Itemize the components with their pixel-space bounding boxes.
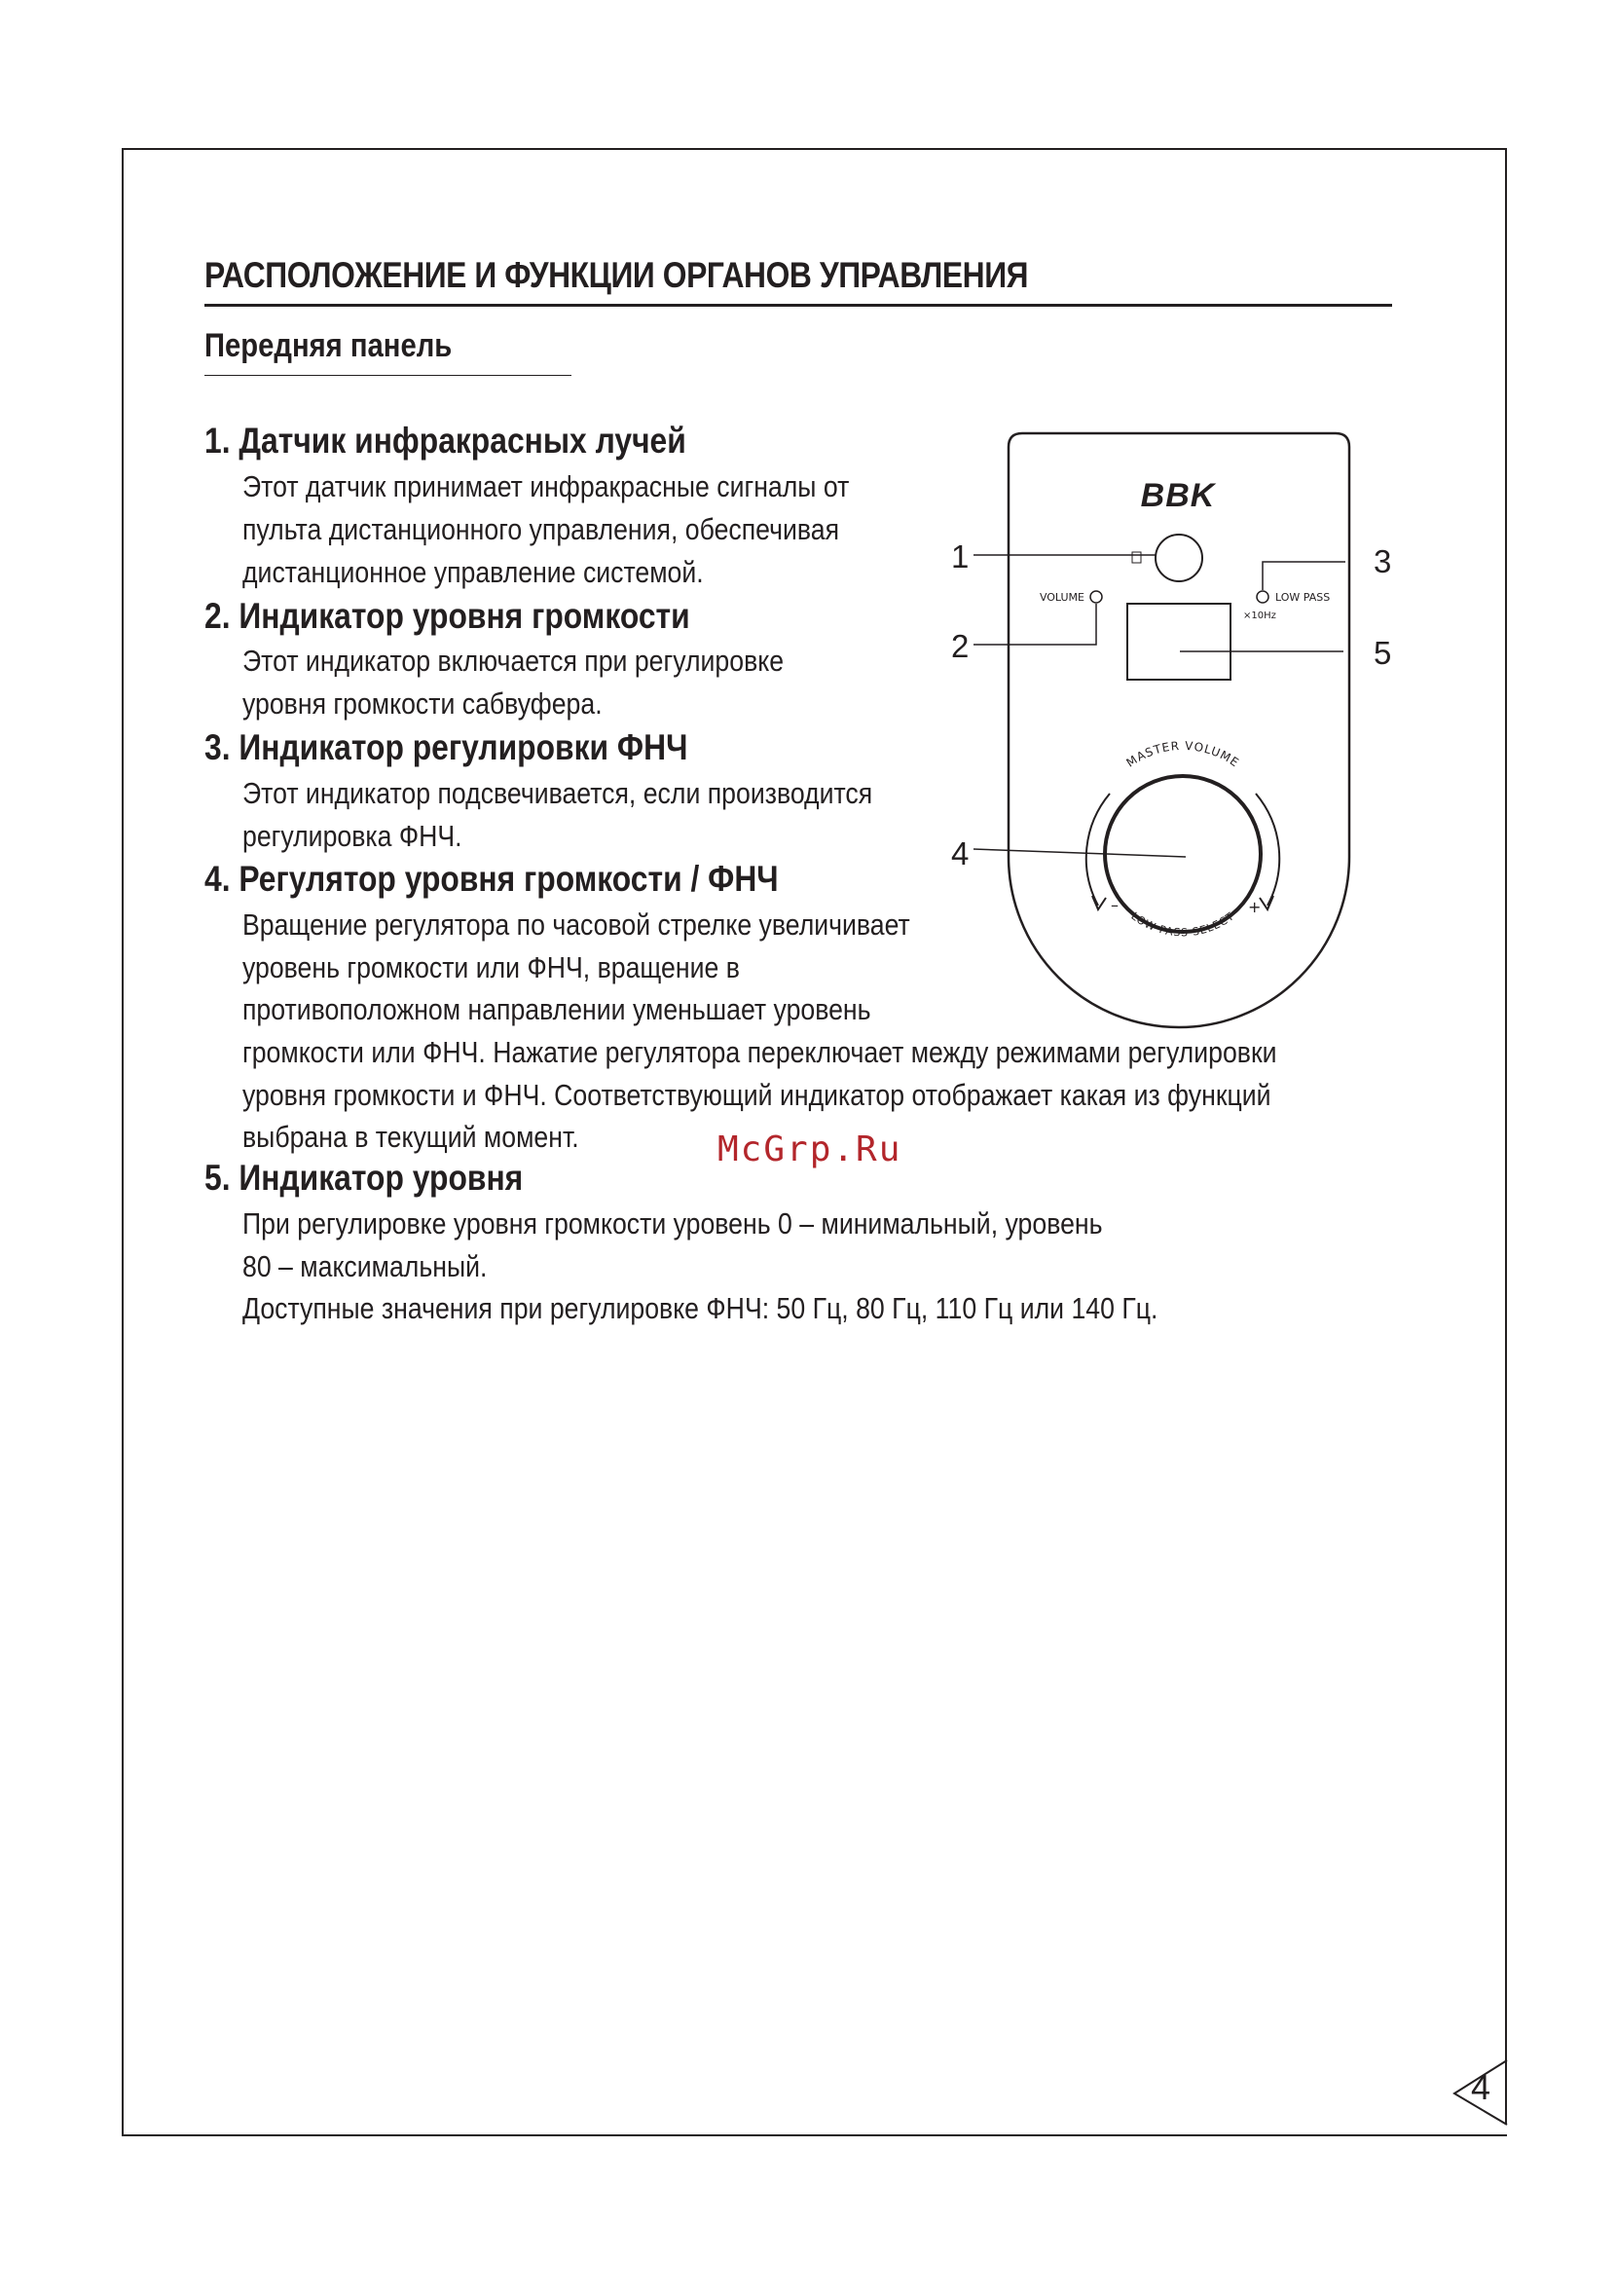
item-2-line-1: Этот индикатор включается при регулировке (242, 644, 785, 678)
item-2-heading: 2. Индикатор уровня громкости (204, 596, 690, 636)
callout-4: 4 (951, 835, 970, 871)
callout-1: 1 (951, 538, 970, 574)
bbk-logo: BBK (1140, 477, 1216, 514)
item-4-line-2: уровень громкости или ФНЧ, вращение в (242, 950, 740, 984)
low-pass-label: LOW PASS (1275, 591, 1331, 604)
item-1-heading: 1. Датчик инфракрасных лучей (204, 421, 686, 461)
master-knob (1105, 776, 1261, 932)
callout-3: 3 (1374, 543, 1392, 579)
item-4-line-3: противоположном направлении уменьшает уровень (242, 992, 871, 1026)
section-title: Передняя панель (204, 327, 453, 364)
item-5-line-1: При регулировке уровня громкости уровень 0 – минимальный, уровень (242, 1206, 1103, 1241)
item-3-line-2: регулировка ФНЧ. (242, 819, 462, 853)
callout-5: 5 (1374, 635, 1392, 671)
item-4-line-4: громкости или ФНЧ. Нажатие регулятора переключает между режимами регулировки (242, 1035, 1277, 1069)
item-1-line-3: дистанционное управление системой. (242, 555, 704, 589)
ir-icon (1132, 552, 1141, 563)
low-pass-led (1257, 591, 1268, 603)
item-5-line-3: Доступные значения при регулировке ФНЧ: 50 Гц, 80 Гц, 110 Гц или 140 Гц. (242, 1291, 1158, 1325)
plus-label: + (1248, 898, 1262, 916)
section-rule (204, 375, 571, 376)
level-display (1127, 604, 1230, 680)
page-title: РАСПОЛОЖЕНИЕ И ФУНКЦИИ ОРГАНОВ УПРАВЛЕНИЯ (204, 255, 1029, 295)
callout-line-3 (1263, 562, 1345, 590)
callout-line-2 (973, 604, 1096, 645)
item-1-line-2: пульта дистанционного управления, обеспечивая (242, 512, 840, 546)
callout-line-4 (973, 849, 1186, 857)
item-1-line-1: Этот датчик принимает инфракрасные сигналы от (242, 469, 850, 503)
front-panel-diagram (935, 428, 1363, 1032)
item-4-heading: 4. Регулятор уровня громкости / ФНЧ (204, 859, 779, 899)
item-4-line-5: уровня громкости и ФНЧ. Соответствующий индикатор отображает какая из функций (242, 1078, 1271, 1112)
item-5-line-2: 80 – максимальный. (242, 1249, 488, 1283)
page-number: 4 (1471, 2067, 1491, 2107)
item-4-line-6: выбрана в текущий момент. (242, 1120, 579, 1154)
master-volume-label: MASTER VOLUME (1123, 738, 1242, 770)
page-frame-right (1505, 148, 1507, 2125)
volume-label: VOLUME (1039, 591, 1084, 604)
item-3-line-1: Этот индикатор подсвечивается, если производится (242, 776, 873, 810)
volume-led (1090, 591, 1102, 603)
item-4-line-1: Вращение регулятора по часовой стрелке увеличивает (242, 907, 910, 942)
item-5-heading: 5. Индикатор уровня (204, 1158, 524, 1198)
item-2-line-2: уровня громкости сабвуфера. (242, 686, 603, 721)
low-pass-select-label: LOW PASS SELECT (1128, 909, 1237, 940)
item-3-heading: 3. Индикатор регулировки ФНЧ (204, 727, 688, 767)
ir-sensor (1156, 535, 1202, 581)
x10hz-label: ×10Hz (1243, 611, 1276, 621)
title-rule (204, 304, 1392, 307)
callout-2: 2 (951, 628, 970, 664)
watermark: McGrp.Ru (717, 1129, 902, 1169)
minus-label: – (1111, 896, 1119, 914)
